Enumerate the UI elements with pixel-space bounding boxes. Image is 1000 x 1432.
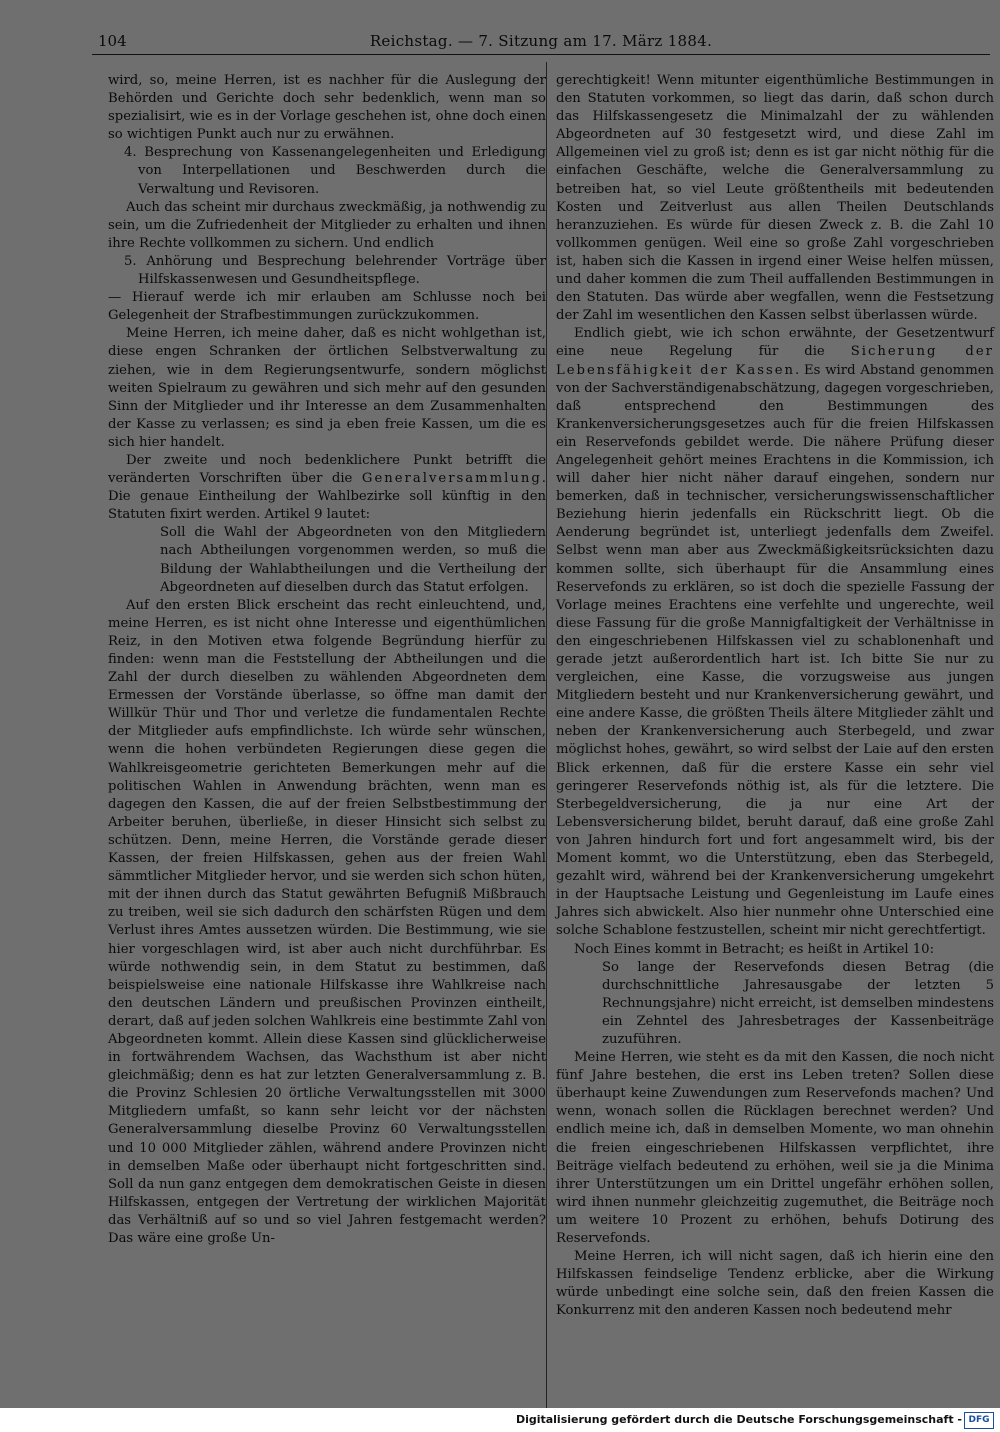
paragraph-text: . Die genaue Eintheilung der Wahlbezirke soll künftig in den Statuten fixirt werden. Artikel 9 lautet:	[108, 471, 546, 523]
paragraph: wird, so, meine Herren, ist es nachher für die Auslegung der Behörden und Gerichte doch sehr bedenklich, wenn man so spezialisirt, wie es in der Vorlage geschehen ist, ohne doch einen so wichtigen Punkt auch nur zu erwähnen.	[108, 73, 546, 143]
paragraph: gerechtigkeit! Wenn mitunter eigenthümliche Bestimmungen in den Statuten vorkommen, so liegt das darin, daß schon durch das Hilfskassengesetz die Minimalzahl der zu wählenden Abgeordneten auf 30 festgesetzt wird, und diese Zahl im Allgemeinen viel zu groß ist; denn es ist gar nicht nöthig für die einfachen Geschäfte, welche die Generalversammlung zu betreiben hat, so viel Leute größtentheils mit bedeutenden Kosten und Zeitverlust aus allen Theilen Deutschlands heranzuziehen. Es würde für diesen Zweck z. B. die Zahl 10 vollkommen genügen. Weil eine so große Zahl vorgeschrieben ist, haben sich die Kassen in irgend einer Weise helfen müssen, und daher kommen die zum Theil auffallenden Bestimmungen in den Statuten. Das würde aber wegfallen, wenn die Festsetzung der Zahl im wesentlichen den Kassen selbst überlassen würde.	[556, 73, 994, 324]
paragraph: Noch Eines kommt in Betracht; es heißt in Artikel 10:	[574, 941, 935, 957]
paragraph	[108, 452, 546, 524]
spaced-term: Sicherung der Lebensfähigkeit der Kassen	[556, 344, 994, 378]
paragraph: Auch das scheint mir durchaus zweckmäßig, ja nothwendig zu sein, um die Zufriedenheit der Mitglieder zu erhalten und ihnen ihre Rechte vollkommen zu sichern. Und endlich	[108, 199, 546, 251]
dfg-logo-icon: DFG	[964, 1412, 994, 1429]
paragraph	[556, 325, 994, 940]
paragraph: Meine Herren, ich meine daher, daß es nicht wohlgethan ist, diese engen Schranken der örtlichen Selbstverwaltung zu ziehen, wie in dem Regierungsentwurfe, sondern möglichst weiten Spielraum zu gewähren und sich mehr auf den gesunden Sinn der Mitglieder und ihr Interesse an dem Zusammenhalten der Kasse zu verlassen; es sind ja eben freie Kassen, um die es sich hier handelt.	[108, 326, 546, 450]
running-head: Reichstag. — 7. Sitzung am 17. März 1884.	[369, 32, 713, 50]
column-divider	[546, 62, 547, 1410]
paragraph: Meine Herren, wie steht es da mit den Kassen, die noch nicht fünf Jahre bestehen, die erst ins Leben treten? Sollen diese überhaupt keine Zuwendungen zum Reservefonds machen? Und wenn, wonach sollen die Rücklagen berechnet werden? Und endlich meine ich, daß in demselben Momente, wo man ohnehin die freien eingeschriebenen Hilfskassen verpflichtet, ihre Beiträge vielfach bedeutend zu erhöhen, weil sie ja die Minima ihrer Unterstützungen um ein Drittel ungefähr erhöhen sollen, wird ihnen nunmehr gleichzeitig zugemuthet, die Beiträge noch um weitere 10 Prozent zu erhöhen, behufs Dotirung des Reservefonds.	[556, 1050, 994, 1246]
paragraph-text: Endlich giebt, wie ich schon erwähnte, der Gesetzentwurf eine neue Regelung für die	[556, 326, 994, 360]
page-header	[92, 30, 990, 55]
list-item: 4. Besprechung von Kassenangelegenheiten und Erledigung von Interpellationen und Beschwerden durch die Verwaltung und Revisoren.	[124, 145, 546, 197]
quoted-article: Soll die Wahl der Abgeordneten von den Mitgliedern nach Abtheilungen vorgenommen werden, so muß die Bildung der Wahlabtheilungen und die Vertheilung der Abgeordneten auf dieselben durch das Statut erfolgen.	[160, 525, 546, 595]
quoted-article: So lange der Reservefonds diesen Betrag (die durchschnittliche Jahresausgabe der letzten 5 Rechnungsjahre) nicht erreicht, ist demselben mindestens ein Zehntel des Jahresbetrages der Kassenbeiträge zuzuführen.	[602, 959, 994, 1047]
right-column	[556, 72, 994, 1320]
paragraph: Auf den ersten Blick erscheint das recht einleuchtend, und, meine Herren, es ist nicht ohne Interesse und eigenthümlichen Reiz, in den Motiven etwa folgende Begründung hierfür zu finden: wenn man die Feststellung der Abtheilungen und die Zahl der durch dieselben zu wählenden Abgeordneten dem Ermessen der Vorstände überlasse, so öffne man damit der Willkür Thür und Thor und verletze die fundamentalen Rechte der Mitglieder aufs empfindlichste. Ich würde sehr wünschen, wenn die hohen verbündeten Regierungen diese gegen die Wahlkreisgeometrie gerichteten Bemerkungen mehr auf die politischen Wahlen in Anwendung brächten, wenn man es dagegen den Kassen, die auf der freien Selbstbestimmung der Arbeiter beruhen, überließe, in dieser Hinsicht sich selbst zu schützen. Denn, meine Herren, die Vorstände gerade dieser Kassen, der freien Hilfskassen, gehen aus der freien Wahl sämmtlicher Mitglieder hervor, und sie werden sich schon hüten, mit der ihnen durch das Statut gewährten Befugniß Mißbrauch zu treiben, weil sie sich dadurch den schärfsten Rügen und dem Verlust ihres Amtes aussetzen würden. Die Bestimmung, wie sie hier vorgeschlagen wird, ist aber auch nicht durchführbar. Es würde nothwendig sein, in dem Statut zu bestimmen, daß beispielsweise eine nationale Hilfskasse ihre Wahlkreise nach den deutschen Ländern und preußischen Provinzen eintheilt, derart, daß auf jeden solchen Wahlkreis eine bestimmte Zahl von Abgeordneten kommt. Allein diese Kassen sind glücklicherweise in fortwährendem Wachsen, das Wachsthum ist aber nicht gleichmäßig; denn es hat zur letzten Generalversammlung z. B. die Provinz Schlesien 20 örtliche Verwaltungsstellen mit 3000 Mitgliedern umfaßt, so kann sehr leicht vor der nächsten Generalversammlung dieselbe Provinz 60 Verwaltungsstellen und 10 000 Mitglieder zählen, während andere Provinzen nicht in demselben Maße oder überhaupt nicht fortgeschritten sind. Soll da nun ganz entgegen dem demokratischen Geiste in diesen Hilfskassen, entgegen der Vertretung der wirklichen Majorität das Verhältniß auf so und so viel Jahren festgemacht werden? Das wäre eine große Un-	[108, 597, 546, 1246]
list-item: 5. Anhörung und Besprechung belehrender Vorträge über Hilfskassenwesen und Gesundheitspflege.	[124, 253, 546, 288]
paragraph-text: Der zweite und noch bedenklichere Punkt betrifft die veränderten Vorschriften über die	[108, 452, 546, 487]
left-column	[108, 72, 546, 1248]
paragraph: Meine Herren, ich will nicht sagen, daß ich hierin eine den Hilfskassen feindselige Tendenz erblicke, aber die Wirkung würde unbedingt eine solche sein, daß den freien Kassen die Konkurrenz mit den anderen Kassen noch bedeutend mehr	[556, 1249, 994, 1319]
paragraph: — Hierauf werde ich mir erlauben am Schlusse noch bei Gelegenheit der Strafbestimmungen zurückzukommen.	[108, 290, 546, 324]
footer-bar	[0, 1408, 1000, 1432]
spaced-term: Generalversammlung	[361, 471, 542, 487]
page-number: 104	[98, 32, 127, 50]
funding-notice: Digitalisierung gefördert durch die Deutsche Forschungsgemeinschaft -	[515, 1413, 962, 1426]
paragraph-text: . Es wird Abstand genommen von der Sachverständigenabschätzung, dagegen vorgeschrieben, daß entsprechend den Bestimmungen des Krankenversicherungsgesetzes auch für die freien Hilfskassen ein Reservefonds gebildet werde. Die nähere Prüfung dieser Angelegenheit gehört meines Erachtens in die Kommission, ich will daher hier nicht näher darauf eingehen, sondern nur bemerken, daß in technischer, versicherungswissenschaftlicher Beziehung hierin jedenfalls ein Rückschritt liegt. Ob die Aenderung begründet ist, unterliegt jedenfalls dem Zweifel. Selbst wenn man aber aus Zweckmäßigkeitsrücksichten dazu kommen sollte, sich überhaupt für die Ansammlung eines Reservefonds zu erklären, so ist doch die spezielle Fassung der Vorlage meines Erachtens eine verfehlte und ungerechte, weil diese Fassung für die große Mannigfaltigkeit der Verhältnisse in den eingeschriebenen Hilfskassen viel zu schablonenhaft und gerade jetzt außerordentlich hart ist. Ich bitte Sie nur zu vergleichen, eine Kasse, die vorzugsweise aus jungen Mitgliedern besteht und nur Krankenversicherung gewährt, und eine andere Kasse, die größten Theils ältere Mitglieder zählt und neben der Krankenversicherung auch Sterbegeld, und zwar möglichst hohes, gewährt, so wird selbst der Laie auf den ersten Blick erkennen, daß für die erstere Kasse ein sehr viel geringerer Reservefonds nöthig ist, als für die letztere. Die Sterbegeldversicherung, die ja nur eine Art der Lebensversicherung bildet, beruht darauf, daß eine große Zahl von Jahren hindurch fort und fort angesammelt wird, bis der Moment kommt, wo die Unterstützung, eben das Sterbegeld, gezahlt wird, während bei der Krankenversicherung umgekehrt in der Hauptsache Leistung und Gegenleistung im Laufe eines Jahres sich abwickelt. Also hier nunmehr ohne Unterschied eine solche Schablone festzustellen, scheint mir nicht gerechtfertigt.	[556, 362, 994, 939]
